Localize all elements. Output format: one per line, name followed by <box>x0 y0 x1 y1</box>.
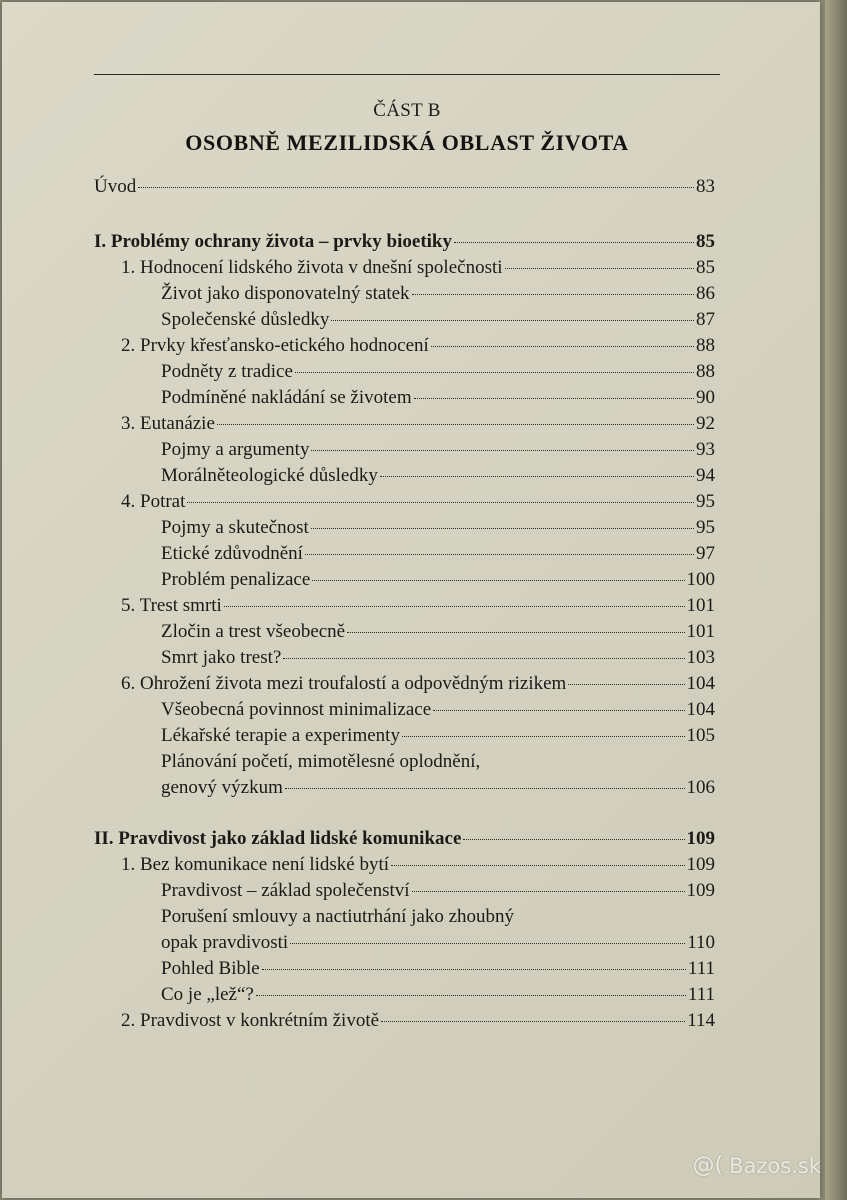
toc-section <box>94 333 715 359</box>
toc-entry-page: 109 <box>686 880 715 901</box>
toc-subsection <box>94 567 715 593</box>
toc-entry-page: 101 <box>686 621 715 642</box>
dot-leader <box>187 502 694 503</box>
toc-entry-page: 103 <box>686 647 715 668</box>
toc-section <box>94 852 715 878</box>
toc-entry-page: 101 <box>686 595 715 616</box>
toc-entry-title: 5. Trest smrti <box>121 595 222 616</box>
toc-entry-title-continuation: genový výzkum <box>161 777 283 798</box>
toc-entry-title: 1. Bez komunikace není lidské bytí <box>121 854 390 875</box>
dot-leader <box>505 268 694 269</box>
toc-entry-page: 110 <box>687 932 715 953</box>
dot-leader <box>347 632 684 633</box>
toc-entry-title: Porušení smlouvy a nactiutrhání jako zhoubný <box>161 906 515 927</box>
toc-entry-page: 105 <box>686 725 715 746</box>
toc-chapter-2 <box>94 826 715 852</box>
dot-leader <box>433 710 684 711</box>
toc-chapter-1 <box>94 229 715 255</box>
toc-entry-title: Problém penalizace <box>161 569 311 590</box>
toc-entry-page: 87 <box>696 309 715 330</box>
watermark-text: Bazos.sk <box>729 1153 821 1178</box>
toc-section <box>94 411 715 437</box>
toc-subsection <box>94 904 715 956</box>
toc-subsection <box>94 619 715 645</box>
dot-leader <box>295 372 694 373</box>
dot-leader <box>463 839 684 840</box>
book-page <box>2 2 820 1198</box>
toc-entry-page: 104 <box>686 673 715 694</box>
dot-leader <box>402 736 685 737</box>
toc-subsection <box>94 723 715 749</box>
toc-entry-page: 85 <box>696 231 715 252</box>
toc-entry-page: 95 <box>696 517 715 538</box>
toc-section <box>94 255 715 281</box>
toc-subsection <box>94 749 715 801</box>
toc-entry-page: 95 <box>696 491 715 512</box>
toc-entry-title: 4. Potrat <box>121 491 186 512</box>
toc-subsection <box>94 307 715 333</box>
toc-subsection <box>94 645 715 671</box>
toc-entry-page: 92 <box>696 413 715 434</box>
bazos-logo-icon: @( <box>692 1153 724 1178</box>
dot-leader <box>380 476 694 477</box>
toc-subsection <box>94 515 715 541</box>
toc-entry-page: 88 <box>696 361 715 382</box>
dot-leader <box>312 580 684 581</box>
toc-entry-page: 88 <box>696 335 715 356</box>
toc-entry-title: 3. Eutanázie <box>121 413 215 434</box>
toc-subsection <box>94 281 715 307</box>
toc-subsection <box>94 878 715 904</box>
toc-entry-title: Plánování početí, mimotělesné oplodnění, <box>161 751 481 772</box>
toc-entry-title: Etické zdůvodnění <box>161 543 303 564</box>
dot-leader <box>224 606 685 607</box>
dot-leader <box>217 424 694 425</box>
toc-entry-title: 2. Pravdivost v konkrétním životě <box>121 1010 380 1031</box>
dot-leader <box>305 554 694 555</box>
dot-leader <box>412 294 694 295</box>
dot-leader <box>256 995 686 996</box>
dot-leader <box>138 187 694 188</box>
toc-entry-page: 104 <box>686 699 715 720</box>
toc-entry-page: 111 <box>687 984 715 1005</box>
toc-entry-uvod <box>94 174 715 200</box>
toc-section <box>94 489 715 515</box>
dot-leader <box>454 242 694 243</box>
toc-entry-page: 85 <box>696 257 715 278</box>
bazos-watermark <box>693 1153 821 1178</box>
toc-entry-page: 90 <box>696 387 715 408</box>
toc-subsection <box>94 982 715 1008</box>
dot-leader <box>283 658 684 659</box>
dot-leader <box>311 450 694 451</box>
toc-section <box>94 1008 715 1034</box>
toc-entry-page: 114 <box>687 1010 715 1031</box>
toc-entry-title: Život jako disponovatelný statek <box>161 283 410 304</box>
toc-subsection <box>94 956 715 982</box>
toc-entry-title: Pohled Bible <box>161 958 260 979</box>
toc-entry-title: II. Pravdivost jako základ lidské komunikace <box>94 828 462 849</box>
dot-leader <box>290 943 685 944</box>
dot-leader <box>262 969 686 970</box>
toc-entry-title: I. Problémy ochrany života – prvky bioetiky <box>94 231 453 252</box>
toc-entry-title-continuation: opak pravdivosti <box>161 932 289 953</box>
toc-subsection <box>94 463 715 489</box>
toc-entry-page: 86 <box>696 283 715 304</box>
toc-entry-page: 109 <box>686 854 715 875</box>
dot-leader <box>391 865 684 866</box>
toc-entry-title: Zločin a trest všeobecně <box>161 621 346 642</box>
dot-leader <box>311 528 694 529</box>
toc-subsection <box>94 385 715 411</box>
toc-entry-title: Co je „lež“? <box>161 984 254 1005</box>
toc-entry-page: 109 <box>686 828 715 849</box>
toc-entry-title: Pojmy a skutečnost <box>161 517 309 538</box>
toc-entry-title: Pravdivost – základ společenství <box>161 880 410 901</box>
toc-section <box>94 593 715 619</box>
toc-entry-title: Podmíněné nakládání se životem <box>161 387 412 408</box>
toc-entry-page: 93 <box>696 439 715 460</box>
toc-entry-page: 97 <box>696 543 715 564</box>
toc-entry-title: Smrt jako trest? <box>161 647 282 668</box>
dot-leader <box>381 1021 685 1022</box>
toc-entry-title: Společenské důsledky <box>161 309 330 330</box>
dot-leader <box>414 398 694 399</box>
toc-entry-title: 6. Ohrožení života mezi troufalostí a odpovědným rizikem <box>121 673 567 694</box>
toc-entry-title: Všeobecná povinnost minimalizace <box>161 699 432 720</box>
toc-entry-page: 106 <box>686 777 715 798</box>
toc-entry-title: Podněty z tradice <box>161 361 293 382</box>
toc-entry-title: Lékařské terapie a experimenty <box>161 725 400 746</box>
toc-entry-title: Pojmy a argumenty <box>161 439 310 460</box>
dot-leader <box>568 684 684 685</box>
toc-entry-page: 111 <box>687 958 715 979</box>
toc-section <box>94 671 715 697</box>
toc-subsection <box>94 697 715 723</box>
toc-entry-title: 1. Hodnocení lidského života v dnešní společnosti <box>121 257 503 278</box>
toc-entry-page: 100 <box>686 569 715 590</box>
toc-subsection <box>94 437 715 463</box>
part-title: OSOBNĚ MEZILIDSKÁ OBLAST ŽIVOTA <box>185 130 629 155</box>
toc-subsection <box>94 359 715 385</box>
toc-subsection <box>94 541 715 567</box>
dot-leader <box>331 320 694 321</box>
toc-entry-page: 83 <box>696 176 715 197</box>
header-rule <box>94 74 720 75</box>
toc-entry-title: 2. Prvky křesťansko-etického hodnocení <box>121 335 429 356</box>
toc-entry-page: 94 <box>696 465 715 486</box>
dot-leader <box>431 346 694 347</box>
part-label: ČÁST B <box>373 100 441 121</box>
photo-background-edge <box>825 0 847 1200</box>
toc-entry-title: Úvod <box>94 176 137 197</box>
dot-leader <box>285 788 685 789</box>
dot-leader <box>412 891 685 892</box>
toc-entry-title: Morálněteologické důsledky <box>161 465 378 486</box>
